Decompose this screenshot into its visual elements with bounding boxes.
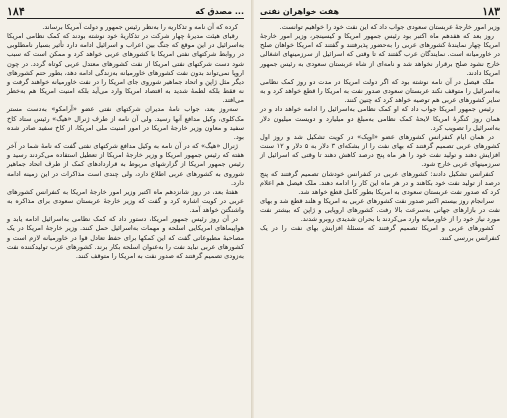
left-page xyxy=(0,0,252,418)
left-paragraph: هفتۀ بعد، در روز شانزدهم ماه اکتبر وزیر امور خارجۀ امریکا به کنفرانس کشورهای عربی در کویت اشاره کرد و گفت که وزیر خارجۀ عربستان سعودی برای مذاکره به واشنگتن خواهد آمد. xyxy=(7,187,244,215)
right-page-number: ١٨٣ xyxy=(482,4,500,18)
left-paragraph: رقبای هیئت مدیرۀ چهار شرکت در تذکاریۀ خود نوشته بودند که کمک نظامی امریکا به‌اسرائیل در این موقع که جنگ بین اعراب و اسرائیل ادامه دارد تأثیر بسیار نامطلوبی در روابط شرکتهای نفتی امریکا با کشورهای عربی خواهد کرد و ممکن است که سبب شود دست شرکتهای نفتی امریکا از نفت کشورهای معتدل عربی کوتاه گردد. در چون اروپا نمی‌تواند بدون نفت کشورهای خاورمیانه به‌زندگی ادامه دهد، بطور حتم کشورهای دیگر مثل ژاپن و اتحاد جماهیر شوروی جای امریکا را در نفت خاورمیانه خواهند گرفت و نه فقط بلکه لطمۀ شدید به اقتصاد امریکا وارد می‌آید بلکه امنیت امریکا هم به‌خطر می‌افتد. xyxy=(7,32,244,105)
right-paragraph: کشورهای عربی و امریکا تصمیم گرفتند که مسئلۀ افزایش بهای نفت را در یک کنفرانس بررسی کنند. xyxy=(260,224,500,242)
right-paragraph: روز بعد که هفدهم ماه اکتبر بود رئیس جمهور امریکا و کیسینجر، وزیر امور خارجۀ امریکا چهار نمایندۀ کشورهای عربی را به‌حضور پذیرفتند و گفتند که امریکا خواهان صلح در خاورمیانه است. نمایندگان عرب گفتند که تا وقتی که اسرائیل از سرزمینهای اشغالی خارج نشود صلح برقرار نخواهد شد و نامه‌ای از شاه عربستان سعودی به رئیس جمهور امریکا دادند. xyxy=(260,32,500,77)
right-paragraph: ملک فیصل در آن نامه نوشته بود که اگر دولت امریکا در مدت دو روز کمک نظامی به‌اسرائیل را متوقف نکند عربستان سعودی صدور نفت به امریکا را قطع خواهد کرد و به سایر کشورهای عربی هم توصیه خواهد کرد که چنین کنند. xyxy=(260,77,500,105)
right-body-text xyxy=(260,23,500,243)
right-running-title: هفت خواهران نفتی xyxy=(260,6,340,16)
right-paragraph: سرانجام روز بیستم اکتبر صدور نفت کشورهای عربی به امریکا و هلند قطع شد و بهای نفت در بازارهای جهانی به‌سرعت بالا رفت. کشورهای اروپایی و ژاپن که بیشتر نفت مورد نیاز خود را از خاورمیانه وارد می‌کردند با بحران شدیدی روبرو شدند. xyxy=(260,196,500,224)
left-paragraph: سه‌روز بعد، جواب نامۀ مدیران شرکتهای نفتی عضو «آرامکو» به‌دست مستر مک‌کلوی، وکیل مدافع آنها رسید. ولی آن نامه از طرف ژنرال «هیگ» رئیس ستاد کاخ سفید و معاون وزیر خارجۀ امریکا در امور امنیت ملی امریکا، از کاخ سفید صادر شده بود. xyxy=(7,105,244,141)
right-paragraph: وزیر امور خارجۀ عربستان سعودی جواب داد که این نفت خود را خواهیم توانست. xyxy=(279,23,500,31)
left-body-text xyxy=(7,23,244,261)
left-paragraph: ژنرال «هیگ» که در آن نامه به وکیل مدافع شرکتهای نفتی گفت که نامۀ شما در آخر هفته که رئیس جمهور امریکا و وزیر خارجۀ امریکا از تعطیل استفاده می‌کردند رسید و رئیس جمهور امریکا از گزارشهای مربوط به قراردادهای کمک از طرف اتحاد جماهیر شوروی به کشورهای عربی اطلاع دارد، ولی چندی است مذاکرات در این زمینه ادامه دارد. xyxy=(7,142,244,187)
right-page xyxy=(253,0,507,418)
left-paragraph: در آن روز رئیس جمهور امریکا، دستور داد که کمک نظامی به‌اسرائیل ادامه یابد و هواپیماهای امریکایی اسلحه و مهمات به‌اسرائیل حمل کنند. وزیر خارجۀ امریکا در یک مصاحبۀ مطبوعاتی گفت که این کمکها برای حفظ تعادل قوا در خاورمیانه لازم است و کشورهای عربی نباید نفت را به‌عنوان اسلحه بکار برند. کشورهای عرب تولیدکننده نفت به‌زودی تصمیم گرفتند که صدور نفت به امریکا را متوقف کنند. xyxy=(7,215,244,260)
left-running-head xyxy=(7,4,244,19)
left-running-title: مصدق که ... xyxy=(195,6,244,16)
right-paragraph: در همان ایام کنفرانس کشورهای عضو «اوپک» در کویت تشکیل شد و روز اول کشورهای عربی تصمیم گرفتند که بهای نفت را از بشکه‌ای ۳ دلار به ۵ دلار و ۱۲ سنت افزایش دهند و تولید نفت خود را هر ماه پنج درصد کاهش دهند تا وقتی که اسرائیل از سرزمینهای عربی خارج شود. xyxy=(260,132,500,169)
right-paragraph: کنفرانس تشکیل دادند: کشورهای عربی در کنفرانس خودشان تصمیم گرفتند که پنج درصد از تولید نفت خود بکاهند و در هر ماه این کار را ادامه دهند. ملک فیصل هم اعلام کرد که صدور نفت عربستان سعودی به امریکا بطور کامل قطع خواهد شد. xyxy=(260,169,500,196)
right-running-head xyxy=(260,4,500,19)
left-paragraph: کرده که آن نامه و تذکاریه را به‌نظر رئیس جمهور و دولت آمریکا برساند. xyxy=(42,23,238,31)
left-page-number: ١٨۴ xyxy=(7,4,25,18)
right-paragraph: رئیس جمهور امریکا جواب داد که او کمک نظامی به‌اسرائیل را ادامه خواهد داد و در همان روز کنگرۀ امریکا لایحۀ کمک نظامی به‌مبلغ دو میلیارد و دویست میلیون دلار به‌اسرائیل را تصویب کرد. xyxy=(260,105,500,132)
